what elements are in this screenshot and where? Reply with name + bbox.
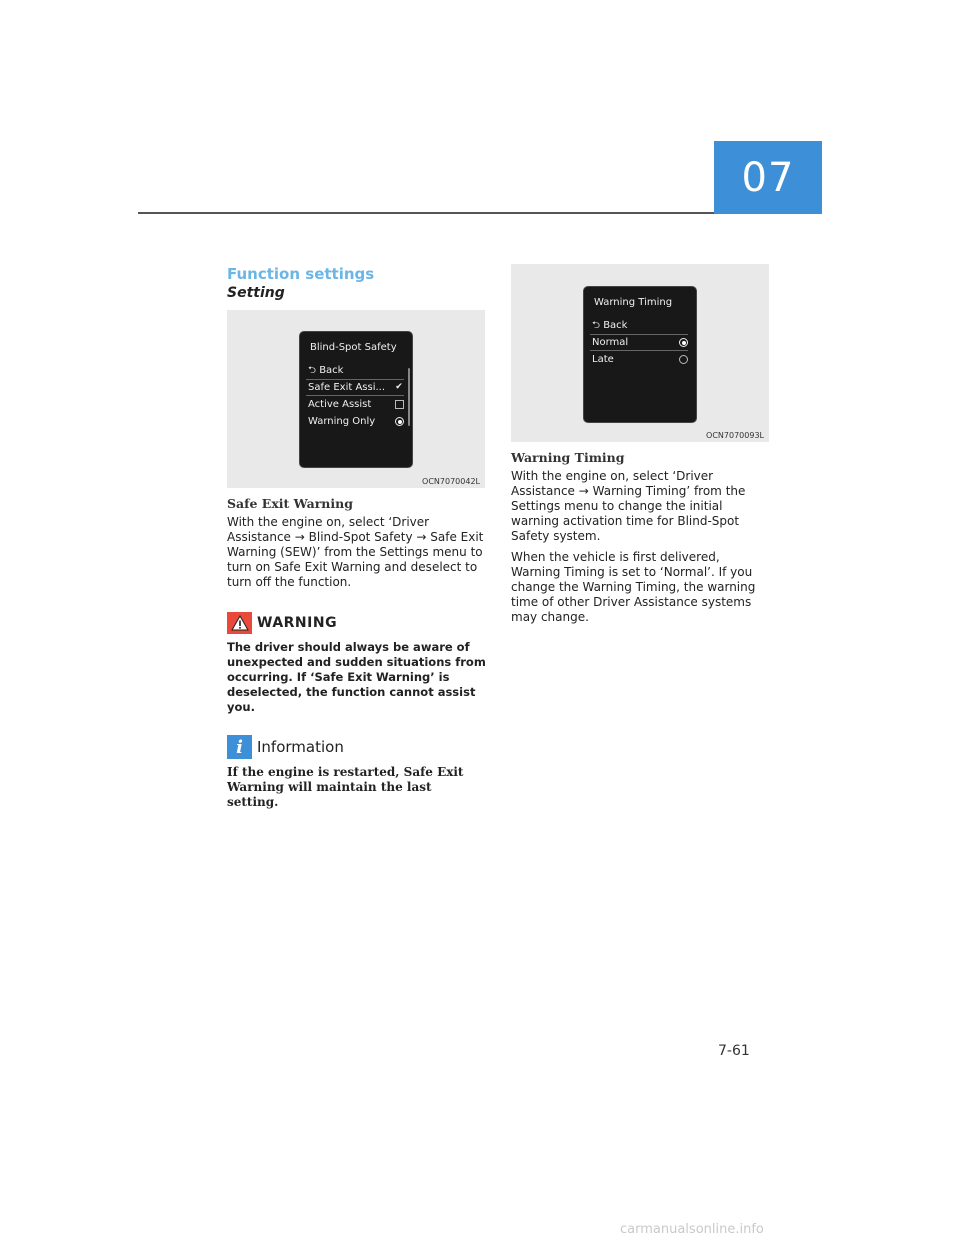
radio-selected-icon: [679, 338, 688, 347]
menu-row-label: Late: [592, 354, 614, 365]
left-column: [227, 264, 487, 810]
subsection-title: Setting: [227, 285, 285, 301]
page-number: 7-61: [718, 1043, 750, 1059]
menu-row-label: Warning Only: [308, 416, 376, 427]
menu-row-label: ⮌ Back: [308, 365, 344, 376]
cluster-screen: [299, 331, 413, 468]
menu-row-normal: [590, 334, 688, 351]
block-heading-safe-exit: Safe Exit Warning: [227, 496, 353, 511]
menu-row-label: Normal: [592, 337, 629, 348]
screen-title: Warning Timing: [594, 297, 673, 308]
menu-row-warning-only: [306, 413, 404, 430]
warning-label: WARNING: [257, 615, 338, 631]
figure-code: OCN7070093L: [706, 431, 764, 440]
radio-unselected-icon: [679, 355, 688, 364]
radio-selected-icon: [395, 417, 404, 426]
right-column: [511, 264, 771, 625]
menu-row-label: Safe Exit Assi...: [308, 382, 386, 393]
menu-row-late: [590, 351, 688, 368]
header-rule: [138, 212, 714, 214]
menu-row-label: ⮌ Back: [592, 320, 628, 331]
information-text: If the engine is restarted, Safe Exit Warning will maintain the last setting.: [227, 765, 464, 809]
body-text: With the engine on, select ‘Driver Assistance → Blind-Spot Safety → Safe Exit Warning (SEW)’ from the Settings menu to turn on Safe Exit Warning and deselect to turn off the function.: [227, 515, 484, 589]
scrollbar: [408, 368, 410, 426]
figure-blind-spot-settings: [227, 310, 485, 488]
warning-header: [227, 612, 487, 634]
info-icon: i: [227, 735, 252, 759]
menu-row-back: [590, 317, 688, 334]
information-label: Information: [257, 738, 344, 756]
watermark: carmanualsonline.info: [620, 1222, 764, 1237]
figure-warning-timing: [511, 264, 769, 442]
screen-title: Blind-Spot Safety: [310, 342, 397, 353]
information-header: [227, 735, 487, 759]
block-heading-warning-timing: Warning Timing: [511, 450, 625, 465]
menu-row-label: Active Assist: [308, 399, 372, 410]
checkbox-icon: [395, 400, 404, 409]
cluster-screen: [583, 286, 697, 423]
menu-row-active-assist: [306, 396, 404, 413]
chapter-tab: 07: [714, 141, 822, 214]
warning-text: The driver should always be aware of unexpected and sudden situations from occurring. If ‘Safe Exit Warning’ is deselected, the function cannot assist you.: [227, 640, 486, 714]
body-text: With the engine on, select ‘Driver Assistance → Warning Timing’ from the Settings menu to change the initial warning activation time for Blind-Spot Safety system. When the vehicle is first delivered, Warning Timing is set to ‘Normal’. If you change the Warning Timing, the warning time of other Driver Assistance systems may change.: [511, 469, 756, 624]
figure-code: OCN7070042L: [422, 477, 480, 486]
warning-triangle-icon: [227, 612, 252, 634]
checkmark-icon: ✔: [395, 382, 403, 392]
menu-row-back: [306, 362, 404, 379]
section-title: Function settings: [227, 265, 375, 283]
menu-row-safe-exit: [306, 379, 404, 396]
